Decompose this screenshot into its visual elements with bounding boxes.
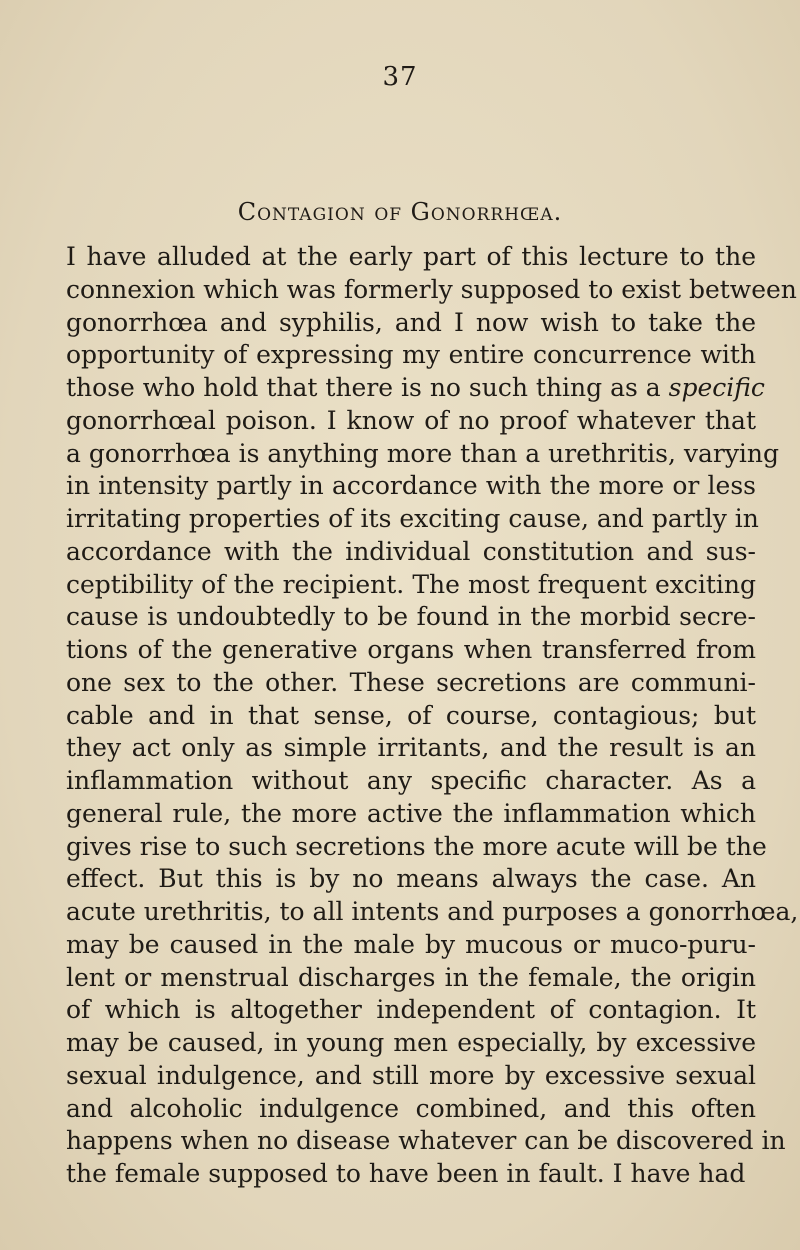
text-line: in intensity partly in accordance with the more or less [66,471,756,501]
text-line: acute urethritis, to all intents and purposes a gonorrhœa, [66,897,799,926]
text-line: effect. But this is by no means always the case. An [66,864,756,894]
text-line: irritating properties of its exciting cause, and partly in [66,504,759,533]
text-line: gonorrhœal poison. I know of no proof whatever that [66,405,756,435]
body-paragraph [66,241,799,1191]
text-line: I have alluded at the early part of this lecture to the [66,242,756,271]
text-line: opportunity of expressing my entire concurrence with [66,340,756,370]
text-line: happens when no disease whatever can be discovered in [66,1126,786,1156]
text-line: accordance with the individual constitution and sus- [66,536,756,566]
text-line: sexual indulgence, and still more by excessive sexual [66,1060,756,1090]
text-line: general rule, the more active the inflammation which [66,798,756,828]
text-line: of which is altogether independent of contagion. It [66,995,756,1025]
text-line: they act only as simple irritants, and the result is an [66,733,756,763]
text-line: gonorrhœa and syphilis, and I now wish to take the [66,307,756,337]
text-line: cable and in that sense, of course, contagious; but [66,700,756,730]
text-line: may be caused in the male by mucous or muco-puru- [66,929,756,959]
text-line: ceptibility of the recipient. The most frequent exciting [66,569,756,599]
text-line-part: those who hold that there is no such thing as a [66,373,669,402]
text-line: a gonorrhœa is anything more than a urethritis, varying [66,438,780,468]
section-heading-text: Contagion of Gonorrhœa. [237,198,563,226]
text-line: and alcoholic indulgence combined, and this often [66,1093,756,1123]
text-line: connexion which was formerly supposed to exist between [66,274,797,304]
text-line: tions of the generative organs when transferred from [66,635,756,664]
text-line: gives rise to such secretions the more acute will be the [66,831,767,861]
text-line: cause is undoubtedly to be found in the morbid secre- [66,602,756,632]
text-line: the female supposed to have been in fault. I have had [66,1159,746,1188]
text-line: inflammation without any specific character. As a [66,766,756,795]
page-number: 37 [382,62,418,92]
text-line-with-italic [66,372,765,405]
text-line: lent or menstrual discharges in the female, the origin [66,962,756,992]
text-line: one sex to the other. These secretions are communi- [66,667,756,697]
italic-word-specific: specific [668,373,765,402]
text-line: may be caused, in young men especially, by excessive [66,1028,756,1057]
section-heading [0,198,800,226]
